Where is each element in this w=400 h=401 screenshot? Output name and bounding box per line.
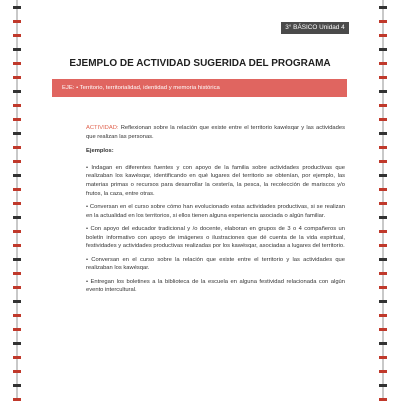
border-ornament <box>379 202 387 205</box>
grade-badge: 3° BÁSICO Unidad 4 <box>281 22 349 34</box>
border-ornament <box>379 132 387 135</box>
border-ornament <box>379 48 387 51</box>
border-ornament <box>13 118 21 121</box>
border-ornament <box>379 174 387 177</box>
border-ornament <box>379 370 387 373</box>
examples-heading: Ejemplos: <box>86 148 114 155</box>
border-ornament <box>379 328 387 331</box>
border-ornament <box>13 230 21 233</box>
border-ornament <box>379 230 387 233</box>
border-ornament <box>13 146 21 149</box>
border-ornament <box>13 216 21 219</box>
border-ornament <box>379 6 387 9</box>
border-ornament <box>13 286 21 289</box>
border-ornament <box>13 104 21 107</box>
example-item: • Indagan en diferentes fuentes y con apoyo de la familia sobre actividades productivas que realizaban los kawésqar, identificando en qué lugares del territorio se obtenían, por ejemplo, las materias primas o recursos para desarrollar la cestería, la pesca, la recolección de mariscos y/o frutos, la caza, entre otras. <box>86 164 345 197</box>
border-ornament <box>379 62 387 65</box>
border-ornament <box>13 300 21 303</box>
border-ornament <box>13 356 21 359</box>
border-ornament <box>13 76 21 79</box>
border-ornament <box>379 160 387 163</box>
border-ornament <box>379 216 387 219</box>
page-title: EJEMPLO DE ACTIVIDAD SUGERIDA DEL PROGRAMA <box>69 58 331 69</box>
border-ornament <box>13 244 21 247</box>
border-ornament <box>13 90 21 93</box>
border-ornament <box>379 258 387 261</box>
activity-label: ACTIVIDAD: <box>86 125 119 131</box>
border-ornament <box>13 202 21 205</box>
border-ornament <box>379 356 387 359</box>
border-ornament <box>13 20 21 23</box>
example-item: • Conversan en el curso sobre la relación que existe entre el territorio y las actividades que realizaban los kawésqar. <box>86 256 345 272</box>
border-ornament <box>13 132 21 135</box>
border-ornament <box>13 174 21 177</box>
border-ornament <box>379 20 387 23</box>
border-ornament <box>379 146 387 149</box>
border-ornament <box>13 34 21 37</box>
border-ornament <box>379 104 387 107</box>
border-ornament <box>13 160 21 163</box>
activity-description: Reflexionan sobre la relación que existe entre el territorio kawésqar y las actividades que realizan las personas. <box>86 125 345 140</box>
border-ornament <box>13 272 21 275</box>
border-ornament <box>379 90 387 93</box>
border-ornament <box>379 286 387 289</box>
border-ornament <box>13 328 21 331</box>
border-ornament <box>379 272 387 275</box>
border-ornament <box>379 314 387 317</box>
border-ornament <box>13 62 21 65</box>
border-ornament <box>379 244 387 247</box>
left-border-decoration <box>16 0 18 400</box>
border-ornament <box>13 370 21 373</box>
border-ornament <box>13 6 21 9</box>
example-item: • Entregan los boletines a la biblioteca de la escuela en alguna festividad relacionada con algún evento intercultural. <box>86 278 345 294</box>
right-border-decoration <box>382 0 384 400</box>
border-ornament <box>379 34 387 37</box>
border-ornament <box>13 314 21 317</box>
border-ornament <box>379 76 387 79</box>
activity-paragraph <box>86 124 345 141</box>
border-ornament <box>379 300 387 303</box>
example-item: • Conversan en el curso sobre cómo han evolucionado estas actividades productivas, si se realizan en la actualidad en los territorios, si ellos tienen alguna experiencia asociada o algún familiar. <box>86 203 345 219</box>
border-ornament <box>13 48 21 51</box>
activity-content <box>86 124 345 299</box>
axis-banner: EJE: • Territorio, territorialidad, identidad y memoria histórica <box>52 79 347 97</box>
border-ornament <box>379 384 387 387</box>
border-ornament <box>13 342 21 345</box>
border-ornament <box>13 258 21 261</box>
border-ornament <box>13 188 21 191</box>
border-ornament <box>13 384 21 387</box>
border-ornament <box>379 342 387 345</box>
border-ornament <box>379 188 387 191</box>
example-item: • Con apoyo del educador tradicional y /o docente, elaboran en grupos de 3 o 4 compañeros un boletín informativo con apoyo de imágenes o ilustraciones que dé cuenta de la vida espiritual, festividades y actividades productivas realizadas por los kawésqar, asociadas a lugares del territorio. <box>86 225 345 250</box>
border-ornament <box>379 118 387 121</box>
